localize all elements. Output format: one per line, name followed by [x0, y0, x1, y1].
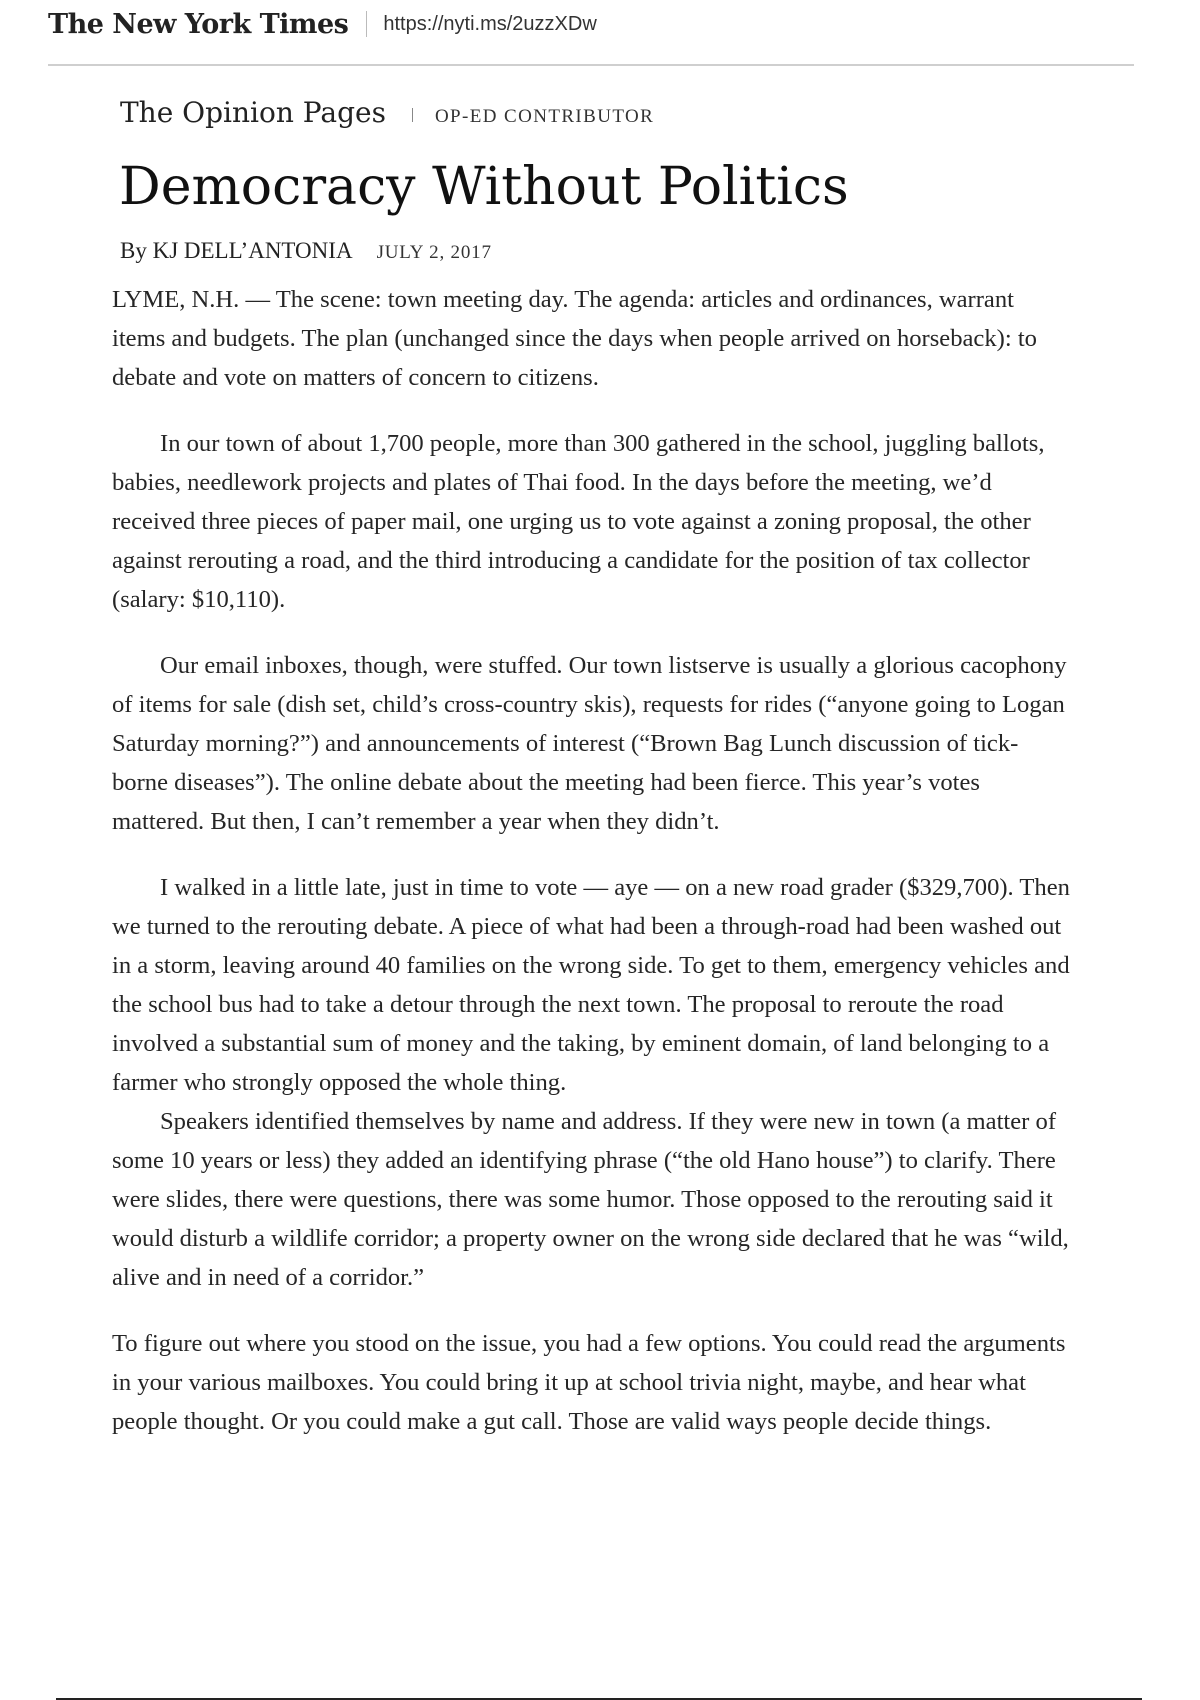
nyt-logo[interactable]: The New York Times: [48, 8, 349, 40]
section-header: [120, 96, 654, 129]
section-kicker[interactable]: OP-ED CONTRIBUTOR: [434, 106, 655, 127]
article-paragraph: I walked in a little late, just in time to vote — aye — on a new road grader ($329,700). Then we turned to the rerouting debate. A piece of what had been a through-road had been washed out in a storm, leaving around 40 families on the wrong side. To get to them, emergency vehicles and the school bus had to take a detour through the next town. The proposal to reroute the road involved a substantial sum of money and the taking, by eminent domain, of land belonging to a farmer who strongly opposed the whole thing.: [112, 874, 1070, 1096]
article-short-url[interactable]: https://nyti.ms/2uzzXDw: [383, 12, 597, 35]
byline-row: [120, 238, 492, 264]
article-paragraph: Speakers identified themselves by name and address. If they were new in town (a matter of some 10 years or less) they added an identifying phrase (“the old Hano house”) to clarify. There were slides, there were questions, there was some humor. Those opposed to the rerouting said it would disturb a wildlife corridor; a property owner on the wrong side declared that he was “wild, alive and in need of a corridor.”: [112, 1108, 1069, 1291]
article-paragraph: In our town of about 1,700 people, more than 300 gathered in the school, juggling ballots, babies, needlework projects and plates of Thai food. In the days before the meeting, we’d received three pieces of paper mail, one urging us to vote against a zoning proposal, the other against rerouting a road, and the third introducing a candidate for the position of tax collector (salary: $10,110).: [112, 430, 1045, 613]
section-name[interactable]: The Opinion Pages: [120, 96, 386, 129]
byline[interactable]: By KJ DELL’ANTONIA: [120, 238, 353, 263]
masthead: [48, 4, 597, 44]
publish-date: JULY 2, 2017: [376, 242, 492, 263]
masthead-divider: [366, 11, 367, 37]
article-paragraph: To figure out where you stood on the issue, you had a few options. You could read the arguments in your various mailboxes. You could bring it up at school trivia night, maybe, and hear what people thought. Or you could make a gut call. Those are valid ways people decide things.: [112, 1330, 1066, 1435]
masthead-rule: [48, 64, 1134, 66]
article-body: [112, 280, 1072, 1468]
article-headline: Democracy Without Politics: [119, 157, 849, 217]
article-paragraph: LYME, N.H. — The scene: town meeting day. The agenda: articles and ordinances, warrant items and budgets. The plan (unchanged since the days when people arrived on horseback): to debate and vote on matters of concern to citizens.: [112, 286, 1037, 391]
section-divider: [412, 108, 413, 122]
article-paragraph: Our email inboxes, though, were stuffed. Our town listserve is usually a glorious cacophony of items for sale (dish set, child’s cross-country skis), requests for rides (“anyone going to Logan Saturday morning?”) and announcements of interest (“Brown Bag Lunch discussion of tick-borne diseases”). The online debate about the meeting had been fierce. This year’s votes mattered. But then, I can’t remember a year when they didn’t.: [112, 652, 1067, 835]
